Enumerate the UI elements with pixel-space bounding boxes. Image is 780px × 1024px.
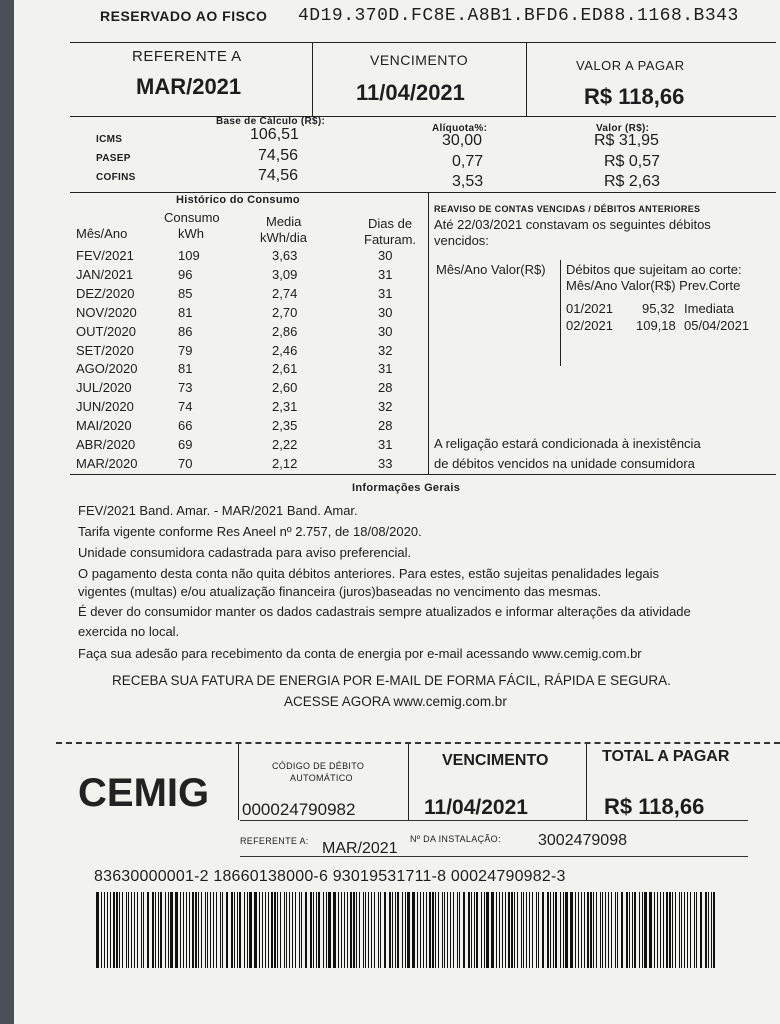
info-line-2: Tarifa vigente conforme Res Aneel nº 2.757, de 18/08/2020. xyxy=(78,524,422,539)
header-top-line xyxy=(70,42,776,43)
history-col-consumo-unit: kWh xyxy=(178,226,204,241)
history-media: 2,31 xyxy=(272,399,298,415)
total-label: TOTAL A PAGAR xyxy=(602,748,730,765)
tax-base-cofins: 74,56 xyxy=(258,167,299,184)
stub-divider-1 xyxy=(238,744,239,820)
history-kwh: 69 xyxy=(178,437,193,452)
tax-value-pasep: R$ 0,57 xyxy=(604,153,661,170)
stub-divider-2 xyxy=(408,744,409,820)
history-col-mesano: Mês/Ano xyxy=(76,226,128,241)
history-month: ABR/2020 xyxy=(76,437,136,452)
base-calculo-label: Base de Cálculo (R$): xyxy=(216,116,326,127)
history-kwh: 74 xyxy=(178,399,193,415)
history-kwh: 109 xyxy=(178,248,200,263)
fisco-label: RESERVADO AO FISCO xyxy=(100,8,268,24)
info-promo-1: RECEBA SUA FATURA DE ENERGIA POR E-MAIL DE FORMA FÁCIL, RÁPIDA E SEGURA. xyxy=(112,673,671,688)
aliquota-label: Alíquota%: xyxy=(432,123,488,134)
history-month: OUT/2020 xyxy=(76,323,136,339)
history-dias: 33 xyxy=(378,455,393,471)
referente-value: MAR/2021 xyxy=(136,74,242,99)
history-dias: 30 xyxy=(378,304,393,320)
header-divider-2 xyxy=(526,42,527,116)
history-dias: 28 xyxy=(378,418,393,434)
cemig-logo-text: CEMIG xyxy=(78,771,210,814)
tax-rate-icms: 30,00 xyxy=(442,132,483,149)
history-col-dias: Dias de xyxy=(368,216,413,231)
valor-rs-label: Valor (R$): xyxy=(596,123,650,134)
history-kwh: 85 xyxy=(178,285,193,301)
instalacao-value: 3002479098 xyxy=(538,832,627,849)
info-line-6: É dever do consumidor manter os dados cadastrais sempre atualizados e informar alterações da atividade xyxy=(78,604,691,619)
reaviso-debt-prev-2: 05/04/2021 xyxy=(684,318,750,333)
stub-divider-3 xyxy=(586,744,587,820)
info-line-7: exercida no local. xyxy=(78,624,180,639)
debito-label-2: AUTOMÁTICO xyxy=(290,773,353,783)
barcode-space xyxy=(715,892,718,968)
history-dias: 31 xyxy=(378,285,393,301)
debito-code: 000024790982 xyxy=(242,800,356,819)
info-title: Informações Gerais xyxy=(352,482,461,494)
reaviso-cut-header: Mês/Ano Valor(R$) Prev.Corte xyxy=(566,278,741,293)
info-line-1: FEV/2021 Band. Amar. - MAR/2021 Band. Amar. xyxy=(78,503,358,518)
history-media: 2,70 xyxy=(272,304,298,320)
vencimento-label: VENCIMENTO xyxy=(370,52,469,68)
cut-line xyxy=(56,742,780,744)
header-divider-1 xyxy=(312,42,313,116)
history-kwh: 96 xyxy=(178,266,193,282)
history-media: 2,35 xyxy=(272,418,298,434)
total-value: R$ 118,66 xyxy=(604,794,705,819)
info-line-8: Faça sua adesão para recebimento da conta de energia por e-mail acessando www.cemig.com.br xyxy=(78,646,642,661)
history-divider xyxy=(428,192,429,474)
history-month: FEV/2021 xyxy=(76,248,134,263)
history-media: 2,74 xyxy=(272,285,298,301)
reaviso-text-2: vencidos: xyxy=(434,233,489,248)
history-col-consumo: Consumo xyxy=(164,210,220,225)
reaviso-text-1: Até 22/03/2021 constavam os seguintes débitos xyxy=(434,217,711,232)
reaviso-debt-month-2: 02/2021 xyxy=(566,318,613,333)
tax-value-cofins: R$ 2,63 xyxy=(604,173,661,190)
reaviso-divider xyxy=(560,260,561,366)
linha-digitavel: 83630000001-2 18660138000-6 93019531711-8 00024790982-3 xyxy=(94,868,566,885)
reaviso-mesano-valor: Mês/Ano Valor(R$) xyxy=(436,262,546,277)
stub-vencimento-label: VENCIMENTO xyxy=(442,752,549,769)
history-month: MAI/2020 xyxy=(76,418,132,434)
stub-line-2 xyxy=(240,856,748,857)
fisco-code: 4D19.370D.FC8E.A8B1.BFD6.ED88.1168.B343 xyxy=(298,6,739,26)
religacao-text-1: A religação estará condicionada à inexistência xyxy=(434,436,701,451)
stub-referente-value: MAR/2021 xyxy=(322,840,398,857)
history-dias: 31 xyxy=(378,266,393,282)
vencimento-value: 11/04/2021 xyxy=(356,80,465,105)
history-col-dias-unit: Faturam. xyxy=(364,232,417,247)
tax-base-icms: 106,51 xyxy=(250,126,299,143)
tax-bottom-line xyxy=(70,192,776,193)
history-media: 2,86 xyxy=(272,323,298,339)
history-dias: 31 xyxy=(378,437,393,452)
info-promo-2: ACESSE AGORA www.cemig.com.br xyxy=(284,694,507,709)
history-kwh: 79 xyxy=(178,342,193,358)
stub-referente-label: REFERENTE A: xyxy=(240,836,309,846)
reaviso-debt-prev-1: Imediata xyxy=(684,301,734,316)
history-kwh: 81 xyxy=(178,361,193,377)
tax-rate-pasep: 0,77 xyxy=(452,153,484,170)
reaviso-debt-value-2: 109,18 xyxy=(636,318,676,333)
valor-label: VALOR A PAGAR xyxy=(576,58,685,73)
history-month: JUL/2020 xyxy=(76,380,132,396)
history-media: 2,12 xyxy=(272,455,298,471)
history-title: Histórico do Consumo xyxy=(176,194,300,206)
tax-rate-cofins: 3,53 xyxy=(452,173,484,190)
history-kwh: 70 xyxy=(178,455,193,471)
valor-value: R$ 118,66 xyxy=(584,84,685,109)
history-month: JAN/2021 xyxy=(76,266,134,282)
history-dias: 31 xyxy=(378,361,393,377)
referente-label: REFERENTE A xyxy=(132,48,242,65)
history-month: JUN/2020 xyxy=(76,399,134,415)
history-media: 3,09 xyxy=(272,266,298,282)
history-kwh: 66 xyxy=(178,418,193,434)
tax-name-pasep: PASEP xyxy=(96,153,131,164)
history-month: NOV/2020 xyxy=(76,304,137,320)
history-dias: 32 xyxy=(378,342,393,358)
history-dias: 30 xyxy=(378,248,393,263)
payment-barcode xyxy=(96,892,718,968)
history-media: 2,60 xyxy=(272,380,298,396)
reaviso-title: REAVISO DE CONTAS VENCIDAS / DÉBITOS ANTERIORES xyxy=(434,204,701,214)
instalacao-label: Nº DA INSTALAÇÃO: xyxy=(410,834,501,844)
religacao-text-2: de débitos vencidos na unidade consumidora xyxy=(434,456,695,471)
history-kwh: 86 xyxy=(178,323,193,339)
history-dias: 28 xyxy=(378,380,393,396)
history-col-media: Media xyxy=(266,214,302,229)
history-media: 2,46 xyxy=(272,342,298,358)
history-kwh: 73 xyxy=(178,380,193,396)
history-media: 2,61 xyxy=(272,361,298,377)
history-media: 3,63 xyxy=(272,248,298,263)
tax-base-pasep: 74,56 xyxy=(258,147,299,164)
cemig-logo xyxy=(78,770,228,814)
reaviso-debt-month-1: 01/2021 xyxy=(566,301,613,316)
history-media: 2,22 xyxy=(272,437,298,452)
info-line-4: O pagamento desta conta não quita débitos anteriores. Para estes, estão sujeitas penalidades legais xyxy=(78,566,660,581)
history-dias: 30 xyxy=(378,323,393,339)
history-month: SET/2020 xyxy=(76,342,134,358)
stub-vencimento-value: 11/04/2021 xyxy=(424,796,528,819)
header-bottom-line xyxy=(70,116,776,117)
tax-name-cofins: COFINS xyxy=(96,172,136,183)
history-dias: 32 xyxy=(378,399,393,415)
history-month: DEZ/2020 xyxy=(76,285,135,301)
invoice-paper xyxy=(14,0,780,1024)
debito-label-1: CÓDIGO DE DÉBITO xyxy=(272,761,365,771)
info-line-5: vigentes (multas) e/ou atualização financeira (juros)baseadas no vencimento das mesmas. xyxy=(78,584,602,599)
tax-name-icms: ICMS xyxy=(96,134,123,145)
reaviso-cut-title: Débitos que sujeitam ao corte: xyxy=(566,262,742,277)
tax-value-icms: R$ 31,95 xyxy=(594,132,659,149)
reaviso-debt-value-1: 95,32 xyxy=(642,301,675,316)
history-col-media-unit: kWh/dia xyxy=(260,230,307,245)
history-kwh: 81 xyxy=(178,304,193,320)
history-bottom-line xyxy=(70,474,776,475)
history-month: AGO/2020 xyxy=(76,361,138,377)
stub-line xyxy=(240,820,748,821)
history-month: MAR/2020 xyxy=(76,455,138,471)
info-line-3: Unidade consumidora cadastrada para aviso preferencial. xyxy=(78,545,412,560)
